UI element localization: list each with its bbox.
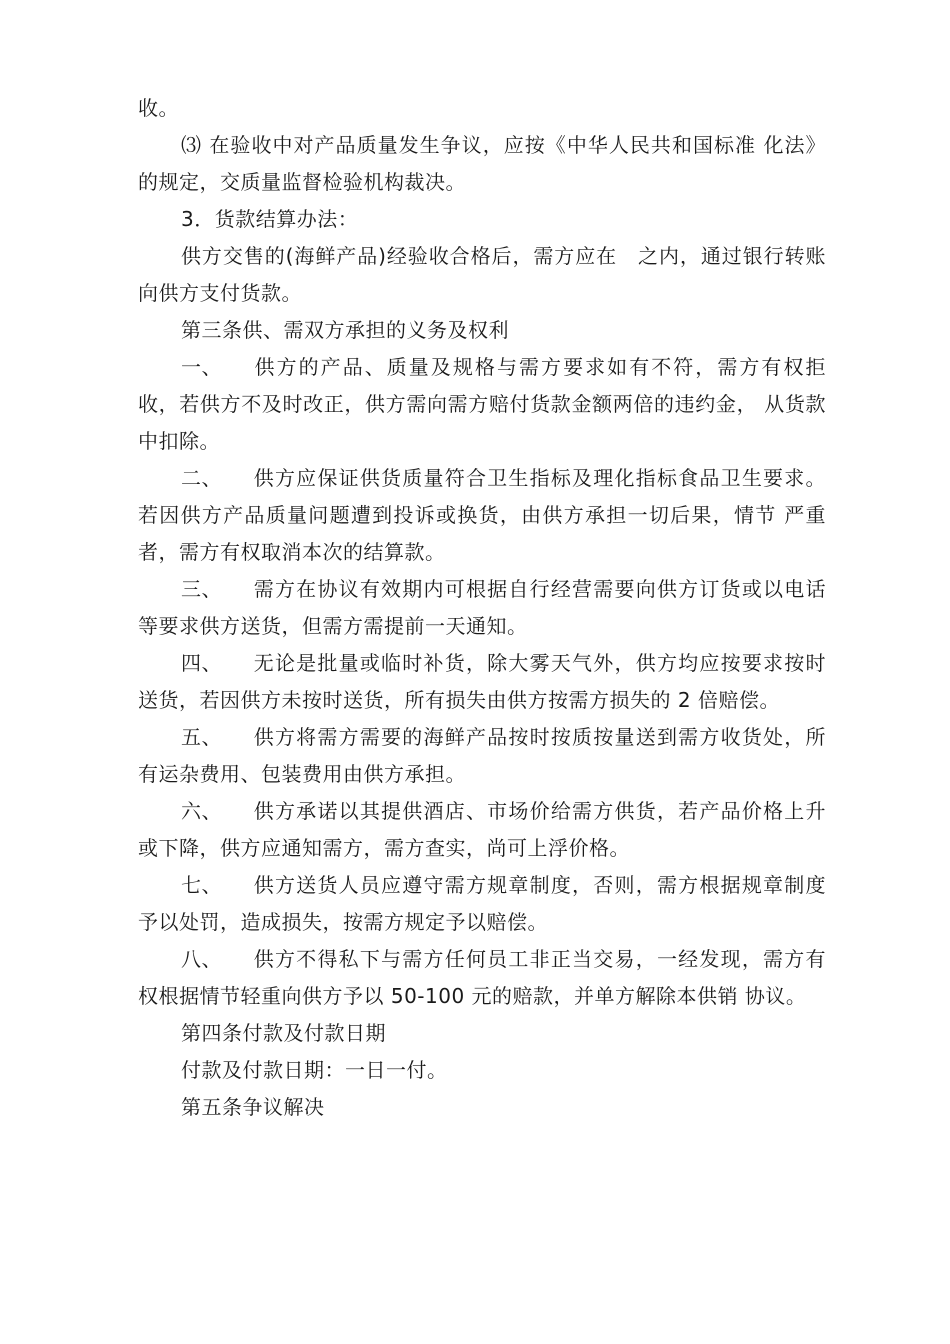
- paragraph-text: 第四条付款及付款日期: [181, 1021, 386, 1045]
- clause-3: [138, 571, 826, 645]
- clause-number: 五、: [181, 725, 222, 749]
- article-5-heading: [138, 1089, 826, 1126]
- clause-number: 三、: [181, 577, 222, 601]
- paragraph-text: 收。: [138, 96, 179, 120]
- clause-text: 供方的产品、质量及规格与需方要求如有不符，需方有权拒收，若供方不及时改正，供方需向需方赔付货款金额两倍的违约金， 从货款中扣除。: [138, 355, 826, 453]
- clause-4: [138, 645, 826, 719]
- paragraph-text: 第五条争议解决: [181, 1095, 325, 1119]
- clause-8: [138, 941, 826, 1015]
- clause-text: 供方送货人员应遵守需方规章制度，否则，需方根据规章制度予以处罚，造成损失，按需方规定予以赔偿。: [138, 873, 826, 934]
- clause-number: 八、: [181, 947, 222, 971]
- clause-number: 二、: [181, 466, 222, 490]
- clause-number: 四、: [181, 651, 222, 675]
- document-body: [138, 90, 826, 1126]
- clause-number: 六、: [181, 799, 222, 823]
- clause-number: 七、: [181, 873, 222, 897]
- paragraph-continuation: [138, 90, 826, 127]
- clause-number: 一、: [181, 355, 222, 379]
- clause-text: 需方在协议有效期内可根据自行经营需要向供方订货或以电话等要求供方送货，但需方需提前一天通知。: [138, 577, 826, 638]
- paragraph-inspection-dispute: [138, 127, 826, 201]
- paragraph-settlement-heading: [138, 201, 826, 238]
- paragraph-text: 第三条供、需双方承担的义务及权利: [181, 318, 509, 342]
- clause-1: [138, 349, 826, 460]
- paragraph-text: ⑶ 在验收中对产品质量发生争议，应按《中华人民共和国标准 化法》的规定，交质量监督检验机构裁决。: [138, 133, 826, 194]
- clause-2: [138, 460, 826, 571]
- paragraph-settlement-terms: [138, 238, 826, 312]
- clause-7: [138, 867, 826, 941]
- article-4-heading: [138, 1015, 826, 1052]
- paragraph-text: 供方交售的(海鲜产品)经验收合格后，需方应在 之内，通过银行转账向供方支付货款。: [138, 244, 826, 305]
- clause-5: [138, 719, 826, 793]
- payment-terms: [138, 1052, 826, 1089]
- clause-text: 无论是批量或临时补货，除大雾天气外，供方均应按要求按时送货，若因供方未按时送货，所有损失由供方按需方损失的 2 倍赔偿。: [138, 651, 826, 712]
- clause-6: [138, 793, 826, 867]
- paragraph-text: 付款及付款日期：一日一付。: [181, 1058, 448, 1082]
- clause-text: 供方承诺以其提供酒店、市场价给需方供货，若产品价格上升或下降，供方应通知需方，需方查实，尚可上浮价格。: [138, 799, 826, 860]
- clause-text: 供方将需方需要的海鲜产品按时按质按量送到需方收货处，所有运杂费用、包装费用由供方承担。: [138, 725, 826, 786]
- clause-text: 供方不得私下与需方任何员工非正当交易，一经发现，需方有权根据情节轻重向供方予以 50-100 元的赔款，并单方解除本供销 协议。: [138, 947, 826, 1008]
- clause-text: 供方应保证供货质量符合卫生指标及理化指标食品卫生要求。 若因供方产品质量问题遭到投诉或换货，由供方承担一切后果，情节 严重者，需方有权取消本次的结算款。: [138, 466, 826, 564]
- article-3-heading: [138, 312, 826, 349]
- paragraph-text: 3．货款结算办法：: [181, 207, 359, 231]
